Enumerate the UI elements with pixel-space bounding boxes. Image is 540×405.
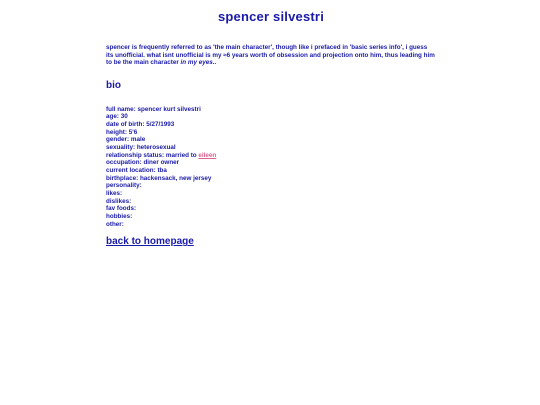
bio-item-date-of-birth	[106, 121, 436, 129]
bio-label: birthplace:	[106, 174, 139, 182]
bio-item-hobbies	[106, 213, 436, 221]
eileen-link[interactable]: eileen	[198, 151, 217, 159]
bio-item-occupation	[106, 159, 436, 167]
bio-label: likes:	[106, 190, 123, 197]
bio-item-sexuality	[106, 144, 436, 152]
bio-value: 30	[120, 113, 128, 121]
back-to-homepage-link[interactable]: back to homepage	[106, 236, 194, 248]
bio-label: relationship status:	[106, 151, 165, 159]
bio-item-dislikes	[106, 198, 436, 206]
intro-text: spencer is frequently referred to as 'the main character', though like i prefaced in 'basic series info', i guess its unofficial. what isnt unofficial is my ≈6 years worth of obsession and projection onto him, thus leading him to be the main character	[106, 44, 435, 67]
bio-label: date of birth:	[106, 121, 145, 129]
bio-value: 5/27/1993	[146, 121, 175, 129]
bio-heading: bio	[106, 79, 121, 91]
intro-text-end: ..	[212, 59, 217, 67]
bio-value: tba	[157, 167, 167, 175]
bio-list	[106, 106, 436, 229]
bio-value: male	[130, 136, 146, 144]
bio-item-age	[106, 113, 436, 121]
bio-value: spencer kurt silvestri	[137, 105, 201, 113]
intro-emphasis: in my eyes	[180, 59, 213, 67]
page-content	[106, 0, 436, 249]
bio-item-birthplace	[106, 175, 436, 183]
bio-label: age:	[106, 113, 119, 121]
bio-item-relationship-status	[106, 152, 436, 160]
bio-label: other:	[106, 220, 124, 228]
bio-label: current location:	[106, 167, 156, 175]
bio-label: dislikes:	[106, 197, 132, 205]
bio-label: occupation:	[106, 159, 142, 167]
bio-label: full name:	[106, 105, 136, 113]
bio-label: height:	[106, 128, 127, 136]
bio-item-other	[106, 221, 436, 229]
intro-paragraph	[106, 44, 436, 67]
bio-item-fav-foods	[106, 205, 436, 213]
page-title: spencer silvestri	[217, 9, 325, 24]
bio-value: 5'6	[128, 128, 138, 136]
bio-label: personality:	[106, 182, 142, 190]
bio-item-personality	[106, 182, 436, 190]
bio-value: hackensack, new jersey	[139, 174, 212, 182]
bio-label: sexuality:	[106, 144, 136, 152]
bio-item-gender	[106, 136, 436, 144]
bio-label: hobbies:	[106, 212, 133, 220]
bio-item-likes	[106, 190, 436, 198]
bio-label: gender:	[106, 136, 130, 144]
bio-item-current-location	[106, 167, 436, 175]
bio-value: married to	[165, 151, 197, 159]
bio-value: diner owner	[143, 159, 180, 167]
bio-item-full-name	[106, 106, 436, 114]
bio-value: heterosexual	[136, 144, 176, 152]
bio-item-height	[106, 129, 436, 137]
bio-label: fav foods:	[106, 205, 137, 213]
